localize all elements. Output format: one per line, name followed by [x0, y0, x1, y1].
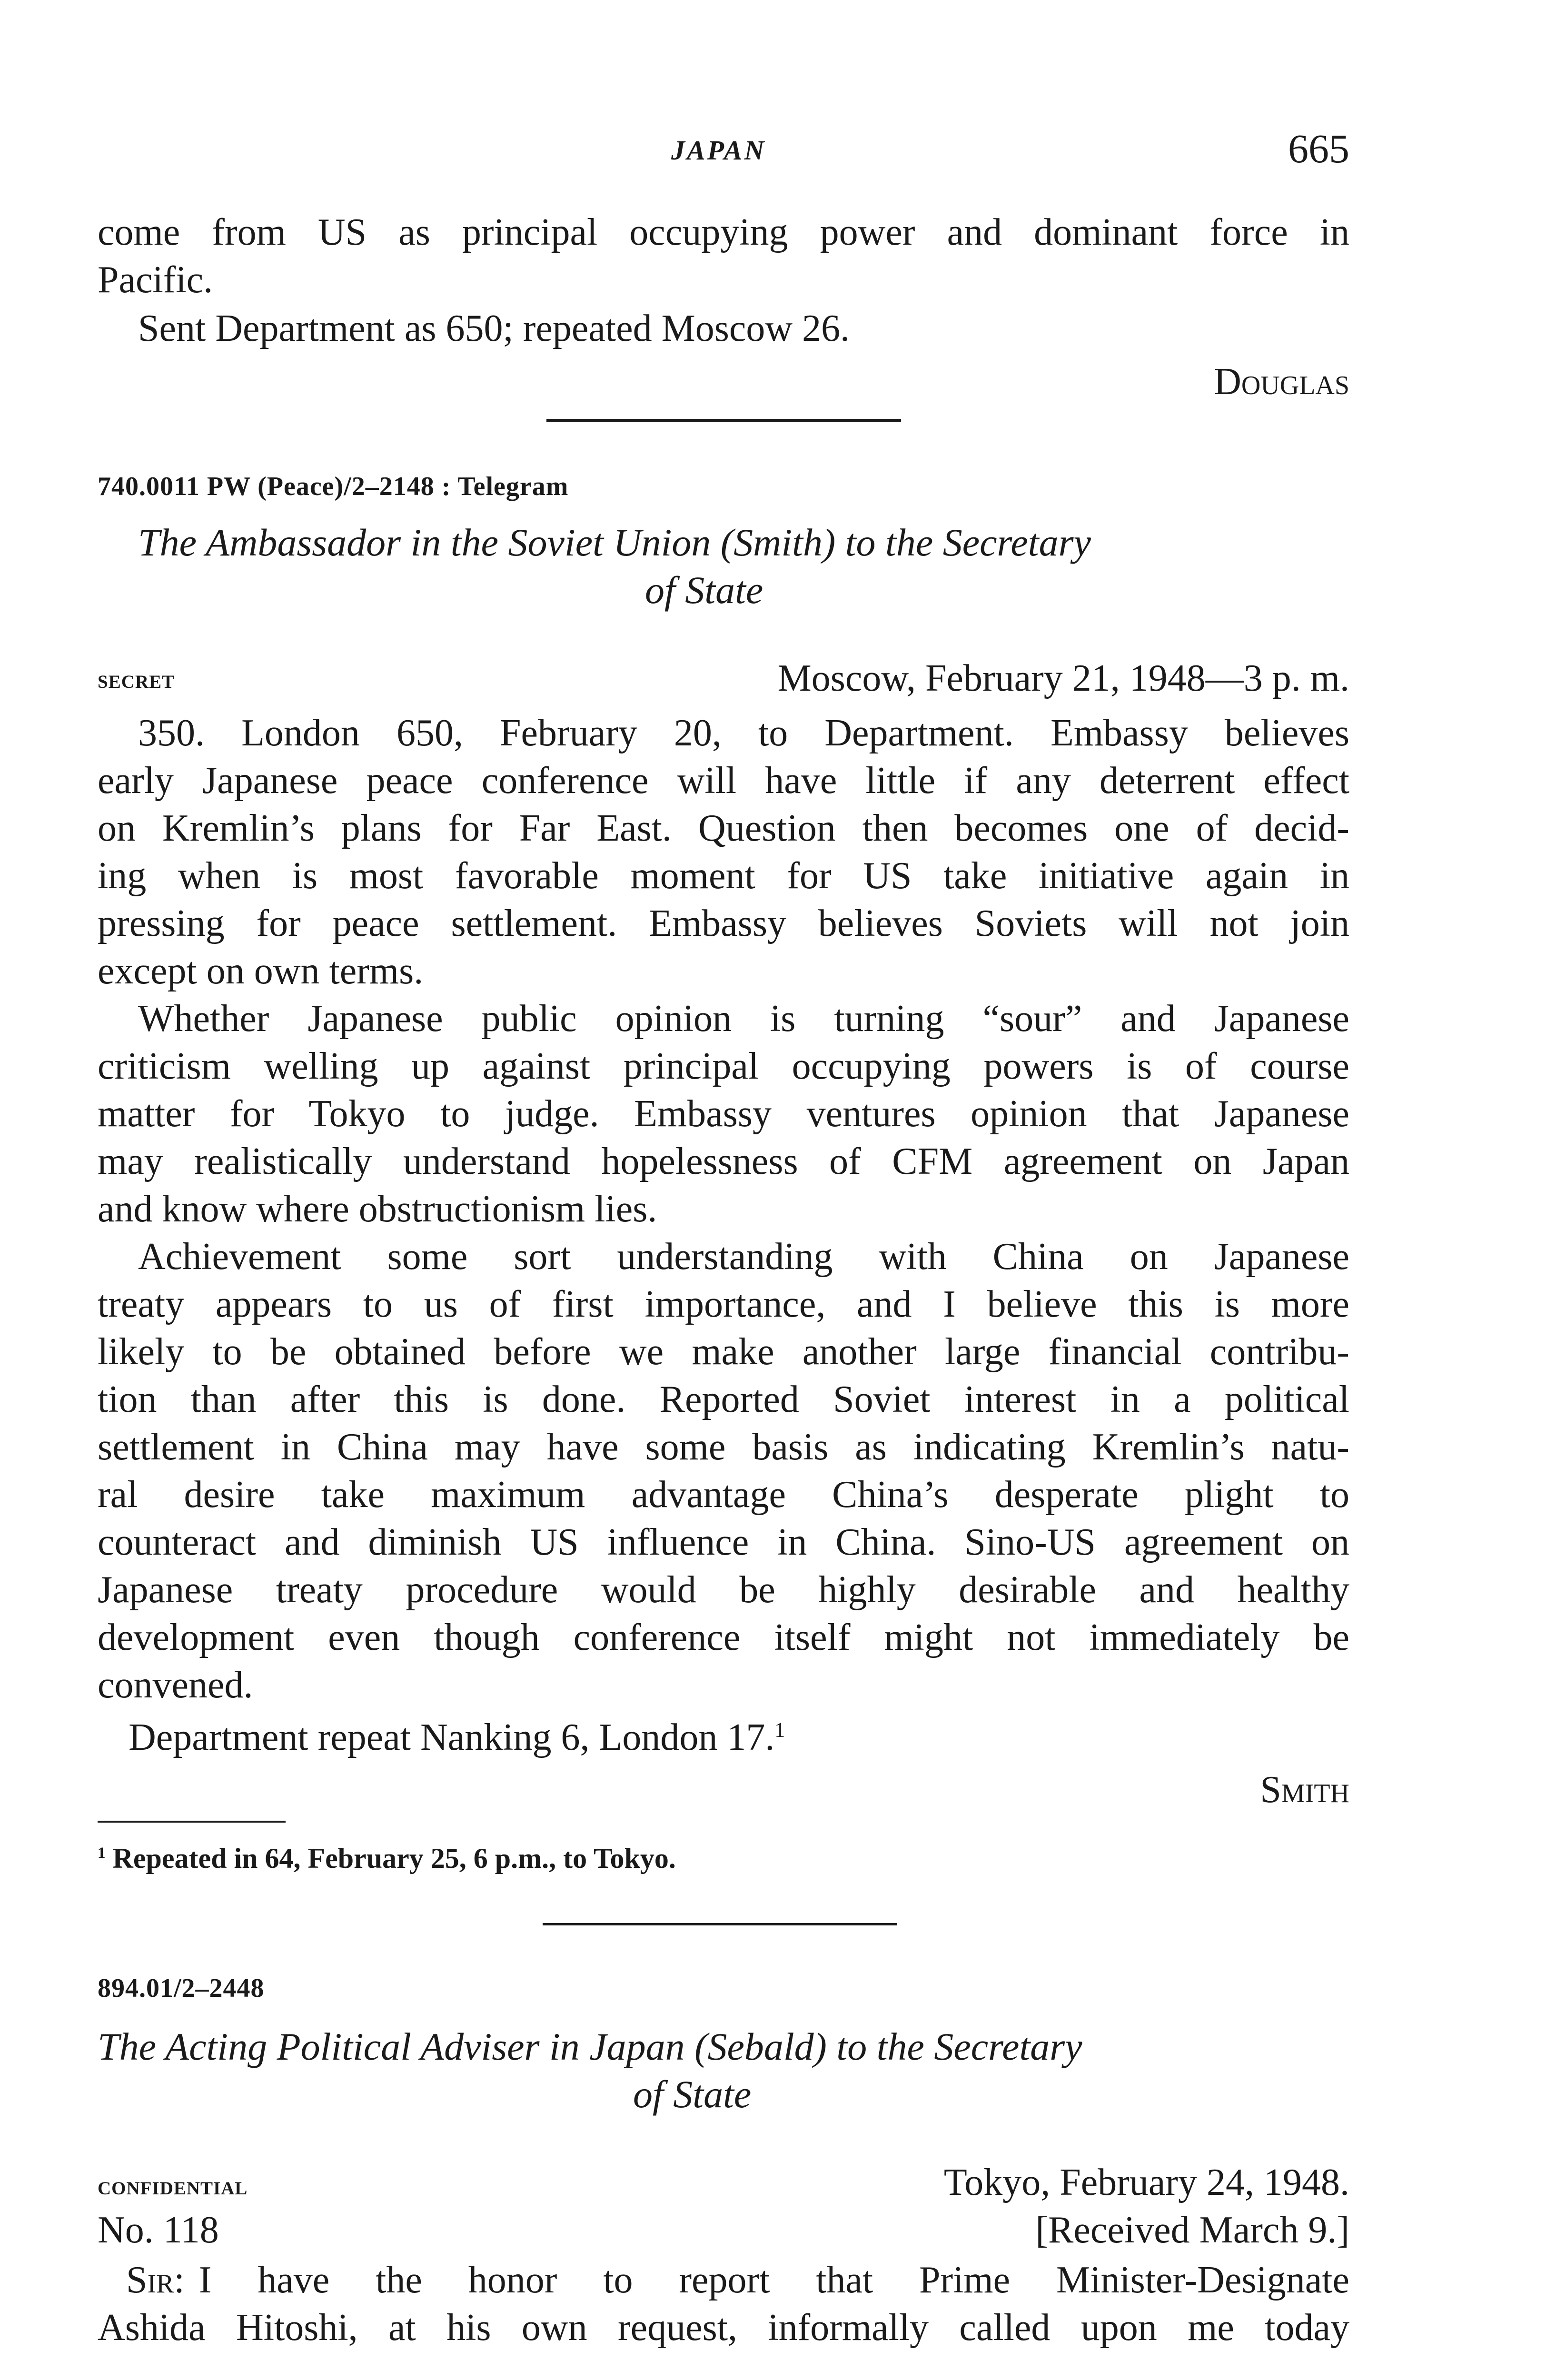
doc3-file-reference: 894.01/2–2448 — [98, 1973, 265, 2003]
doc2-para1-line: except on own terms. — [98, 950, 424, 992]
doc2-para3-line: likely to be obtained before we make another large financial contribu- — [98, 1331, 1349, 1373]
doc2-para3-line: development even though conference itself might not immediately be — [98, 1616, 1349, 1658]
doc2-para2-line: criticism welling up against principal occupying powers is of course — [98, 1045, 1349, 1087]
doc1-sent-line: Sent Department as 650; repeated Moscow 26. — [138, 307, 850, 349]
doc3-body-line-2: Ashida Hitoshi, at his own request, informally called upon me today — [98, 2307, 1349, 2349]
running-title: JAPAN — [671, 135, 766, 166]
doc2-para3-line: Achievement some sort understanding with China on Japanese — [138, 1236, 1349, 1278]
doc2-para2-line: and know where obstructionism lies. — [98, 1188, 657, 1230]
doc2-para1-line: on Kremlin’s plans for Far East. Question then becomes one of decid- — [98, 807, 1349, 849]
doc2-para2-line: Whether Japanese public opinion is turning “sour” and Japanese — [138, 998, 1349, 1040]
doc2-para3-line: counteract and diminish US influence in China. Sino-US agreement on — [98, 1521, 1349, 1563]
doc2-classification: secret — [98, 664, 175, 694]
doc3-classification: confidential — [98, 2171, 248, 2201]
doc3-heading-line-2: of State — [633, 2073, 752, 2116]
doc2-signature: Smith — [1260, 1769, 1349, 1811]
doc3-salutation: Sir: — [126, 2259, 185, 2301]
section-divider-1 — [546, 419, 901, 422]
doc2-file-reference: 740.0011 PW (Peace)/2–2148 : Telegram — [98, 472, 569, 501]
document-page — [98, 0, 1349, 2380]
doc3-dateline: Tokyo, February 24, 1948. — [943, 2162, 1349, 2203]
doc3-body-text: I have the honor to report that Prime Minister-Designate — [198, 2259, 1349, 2301]
doc3-body-line-1 — [126, 2256, 1349, 2304]
doc2-para3-line: Japanese treaty procedure would be highly desirable and healthy — [98, 1569, 1349, 1611]
doc2-para3-line: tion than after this is done. Reported Soviet interest in a political — [98, 1378, 1349, 1420]
doc2-para1-line: ing when is most favorable moment for US take initiative again in — [98, 855, 1349, 897]
doc2-para1-line: pressing for peace settlement. Embassy believes Soviets will not join — [98, 902, 1349, 944]
doc2-para3-line: convened. — [98, 1664, 253, 1706]
doc3-number: No. 118 — [98, 2209, 219, 2251]
doc1-signature: Douglas — [1214, 361, 1349, 403]
doc2-heading-line-1: The Ambassador in the Soviet Union (Smith) to the Secretary — [138, 521, 1091, 564]
doc2-para1-line: early Japanese peace conference will have little if any deterrent effect — [98, 760, 1349, 802]
footnote-ref: 1 — [774, 1718, 785, 1742]
page-number: 665 — [1288, 126, 1349, 171]
doc3-heading-line-1: The Acting Political Adviser in Japan (Sebald) to the Secretary — [98, 2025, 1082, 2068]
footnote-text: Repeated in 64, February 25, 6 p.m., to Tokyo. — [112, 1843, 676, 1874]
doc2-para3-line: ral desire take maximum advantage China’s desperate plight to — [98, 1474, 1349, 1516]
doc2-repeat-line — [129, 1714, 785, 1761]
footnote-number: 1 — [98, 1844, 106, 1862]
doc2-para3-line: settlement in China may have some basis as indicating Kremlin’s natu- — [98, 1426, 1349, 1468]
doc2-para1-line: 350. London 650, February 20, to Department. Embassy believes — [138, 712, 1349, 754]
doc1-line-1: come from US as principal occupying power and dominant force in — [98, 211, 1349, 253]
doc3-received: [Received March 9.] — [1035, 2209, 1349, 2251]
doc2-para2-line: may realistically understand hopelessness of CFM agreement on Japan — [98, 1140, 1349, 1182]
doc1-line-2: Pacific. — [98, 259, 213, 301]
doc2-repeat-text: Department repeat Nanking 6, London 17. — [129, 1716, 775, 1758]
section-divider-2 — [543, 1923, 897, 1925]
doc2-para2-line: matter for Tokyo to judge. Embassy ventures opinion that Japanese — [98, 1093, 1349, 1135]
doc2-heading-line-2: of State — [645, 568, 763, 612]
doc2-dateline: Moscow, February 21, 1948—3 p. m. — [777, 657, 1349, 699]
footnote-separator — [98, 1821, 286, 1823]
doc2-para3-line: treaty appears to us of first importance, and I believe this is more — [98, 1283, 1349, 1325]
doc2-footnote — [98, 1842, 676, 1875]
